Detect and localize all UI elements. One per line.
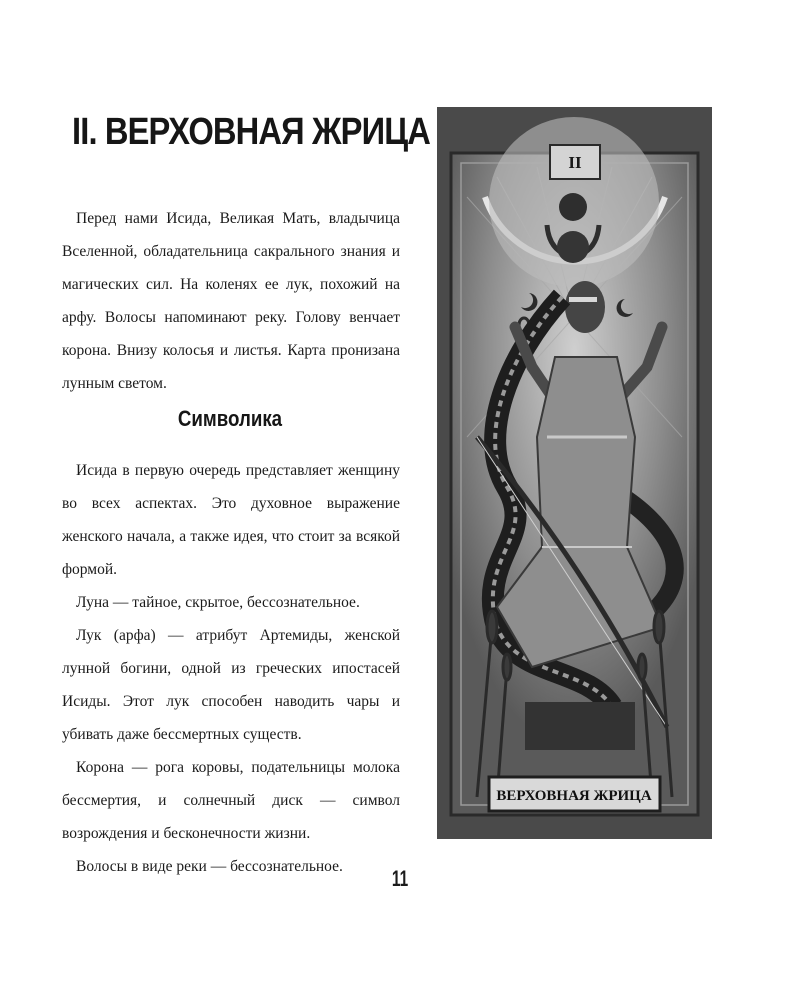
card-name: ВЕРХОВНАЯ ЖРИЦА bbox=[496, 788, 652, 804]
paragraph-isis: Исида в первую очередь представляет женщину во всех аспектах. Это духовное выражение женского начала, а также идея, что стоит за всякой формой. bbox=[62, 462, 400, 578]
page-title: II. ВЕРХОВНАЯ ЖРИЦА bbox=[72, 111, 430, 153]
priestess-head bbox=[565, 281, 605, 333]
tarot-card-image bbox=[437, 107, 712, 839]
card-numeral: II bbox=[568, 153, 582, 172]
intro-paragraph: Перед нами Исида, Великая Мать, владычица Вселенной, обладательница сакрального знания и магических сил. На коленях ее лук, похожий на арфу. Волосы напоминают реку. Голову венчает корона. Внизу колосья и листья. Карта пронизана лунным светом. bbox=[62, 210, 400, 392]
sun-disk-icon bbox=[559, 193, 587, 221]
paragraph-hair: Волосы в виде реки — бессознательное. bbox=[76, 858, 343, 875]
throne bbox=[525, 702, 635, 750]
paragraph-bow: Лук (арфа) — атрибут Артемиды, женской лунной богини, одной из греческих ипостасей Исиды. Этот лук способен наводить чары и убивать даже бессмертных существ. bbox=[62, 627, 400, 743]
paragraph-moon: Луна — тайное, скрытое, бессознательное. bbox=[76, 594, 360, 611]
section-subtitle: Символика bbox=[177, 406, 283, 431]
page-number: 11 bbox=[391, 866, 409, 891]
symbolism-text bbox=[62, 454, 400, 883]
intro-text bbox=[62, 202, 400, 400]
paragraph-crown: Корона — рога коровы, подательницы молока бессмертия, и солнечный диск — символ возрождения и бесконечности жизни. bbox=[62, 759, 400, 842]
tarot-card-illustration bbox=[437, 107, 712, 839]
